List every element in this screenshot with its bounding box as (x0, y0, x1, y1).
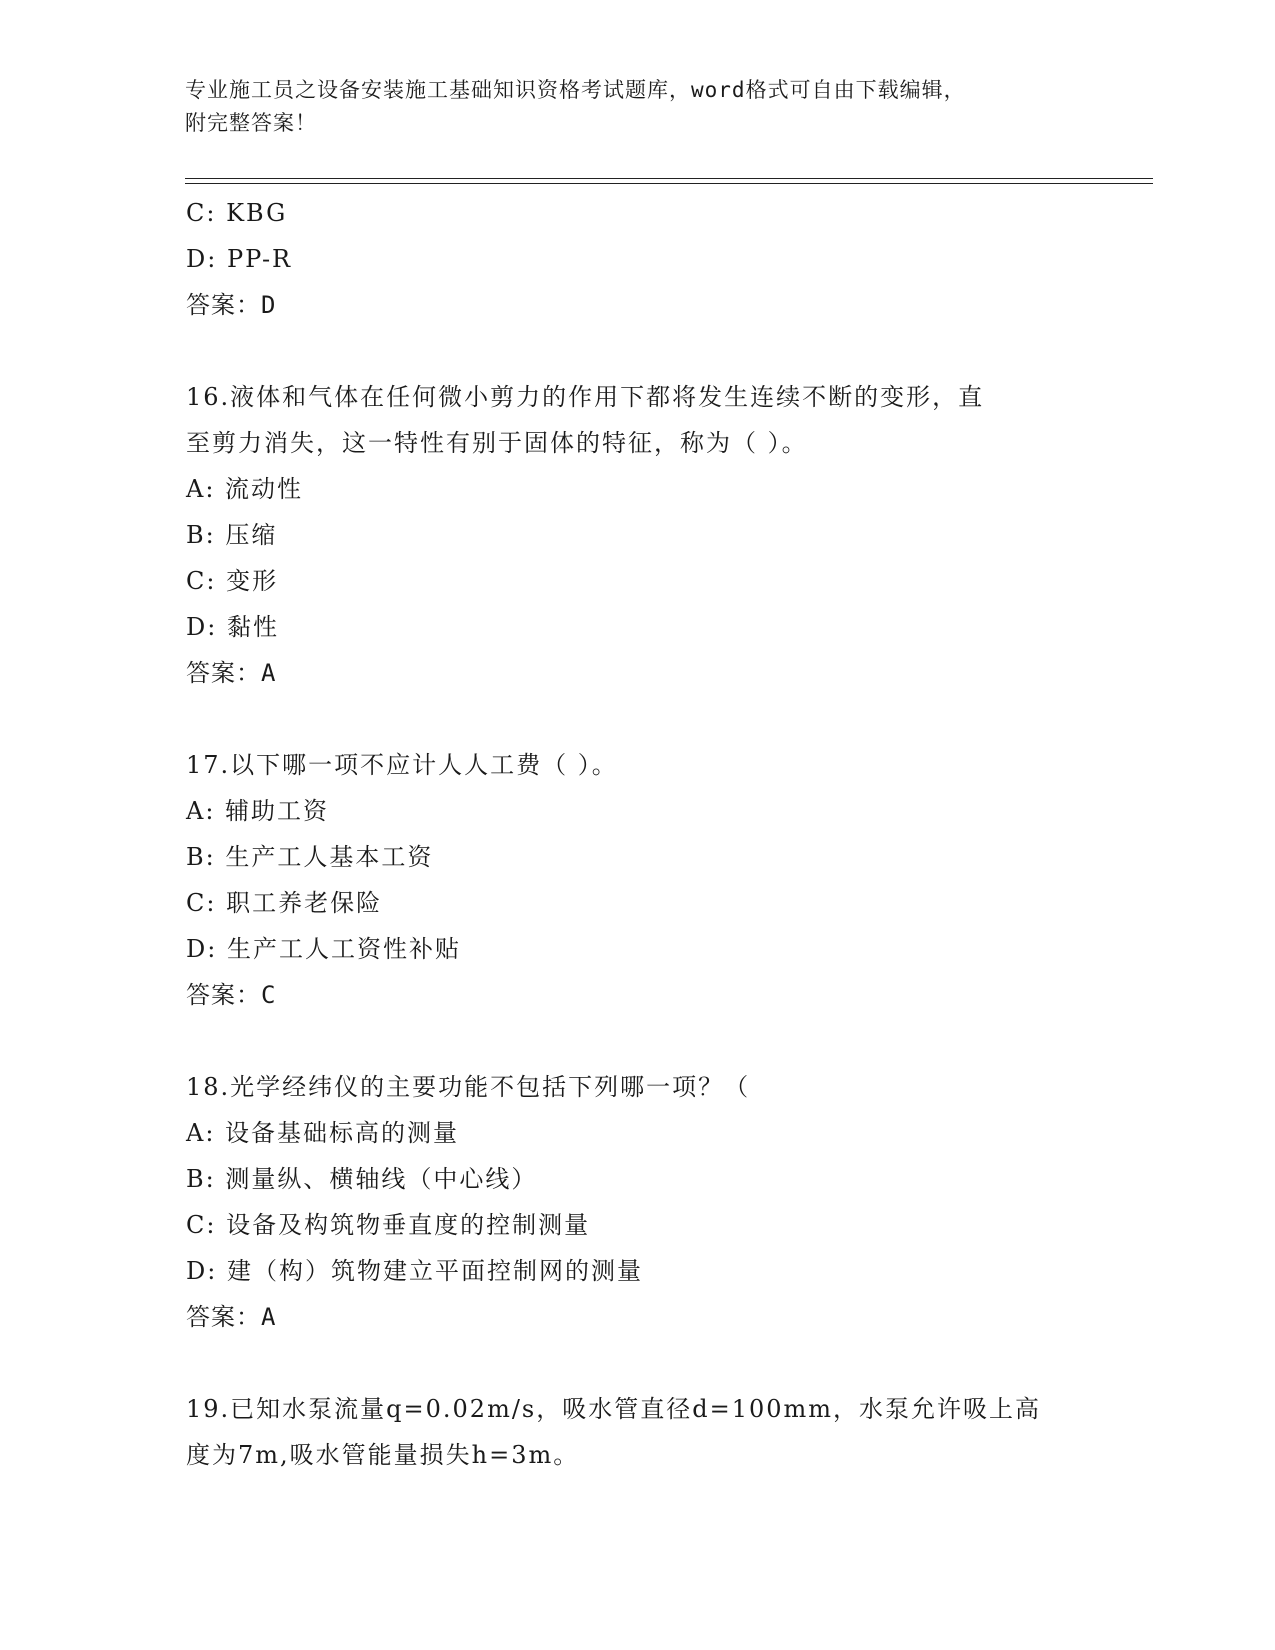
header-divider-bottom (185, 183, 1153, 184)
question-17 (186, 742, 1086, 1018)
option-b: B: 压缩 (186, 521, 278, 549)
question-stem-line: 至剪力消失，这一特性有别于固体的特征，称为（ ）。 (186, 429, 808, 457)
header-title-line1: 专业施工员之设备安装施工基础知识资格考试题库，word格式可自由下载编辑， (185, 78, 966, 102)
question-stem-line: 17.以下哪一项不应计人人工费（ ）。 (186, 751, 618, 779)
answer-line: 答案：D (186, 291, 277, 319)
page-header (185, 74, 1085, 140)
option-a: A: 设备基础标高的测量 (186, 1119, 460, 1147)
question-stem-line: 19.已知水泵流量q=0.02m/s，吸水管直径d=100mm，水泵允许吸上高 (186, 1395, 1042, 1423)
option-a: A: 流动性 (186, 475, 304, 503)
question-stem-line: 16.液体和气体在任何微小剪力的作用下都将发生连续不断的变形，直 (186, 383, 985, 411)
option-c: C: KBG (186, 199, 288, 227)
question-stem-line: 18.光学经纬仪的主要功能不包括下列哪一项？（ (186, 1073, 751, 1101)
header-title-line2: 附完整答案！ (185, 111, 317, 135)
option-c: C: 变形 (186, 567, 279, 595)
answer-line: 答案：C (186, 981, 277, 1009)
question-list (186, 190, 1086, 1478)
question-18 (186, 1064, 1086, 1340)
question-16 (186, 374, 1086, 696)
option-d: D: PP-R (186, 245, 293, 273)
answer-line: 答案：A (186, 659, 277, 687)
prev-question-tail (186, 190, 1086, 328)
option-a: A: 辅助工资 (186, 797, 330, 825)
option-c: C: 职工养老保险 (186, 889, 383, 917)
option-d: D: 黏性 (186, 613, 279, 641)
option-b: B: 测量纵、横轴线（中心线） (186, 1165, 538, 1193)
option-d: D: 建（构）筑物建立平面控制网的测量 (186, 1257, 643, 1285)
question-stem-line: 度为7m,吸水管能量损失h=3m。 (186, 1441, 580, 1469)
option-d: D: 生产工人工资性补贴 (186, 935, 461, 963)
answer-line: 答案：A (186, 1303, 277, 1331)
option-c: C: 设备及构筑物垂直度的控制测量 (186, 1211, 591, 1239)
question-spacer (186, 328, 1086, 374)
question-spacer (186, 1340, 1086, 1386)
question-spacer (186, 696, 1086, 742)
question-spacer (186, 1018, 1086, 1064)
question-19 (186, 1386, 1086, 1478)
option-b: B: 生产工人基本工资 (186, 843, 434, 871)
header-divider-top (185, 178, 1153, 179)
